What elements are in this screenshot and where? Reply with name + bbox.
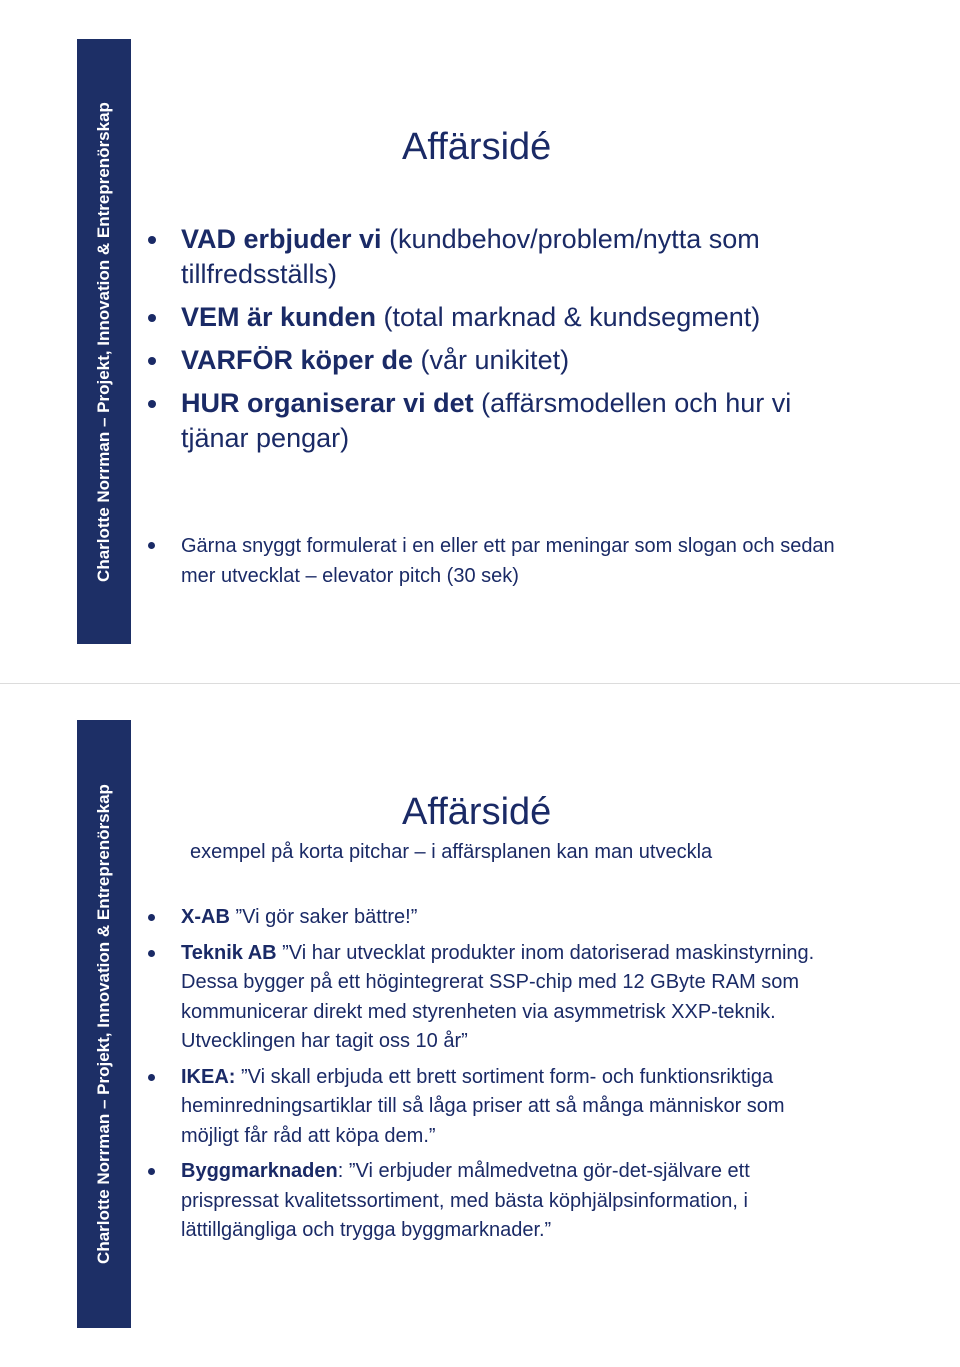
bullet-text: (total marknad & kundsegment) [376,302,761,332]
example-list [148,903,838,1252]
bullet-bold: IKEA: [181,1065,236,1088]
bullet-text: (affärsmodellen och hur vi tjänar pengar) [181,388,792,453]
note-text: Gärna snyggt formulerat i en eller ett par meningar som slogan och sedan mer utvecklat – elevator pitch (30 sek) [181,535,835,587]
bullet-text: (kundbehov/problem/nytta som tillfredsställs) [181,224,760,289]
bullet-bold: VAD erbjuder vi [181,224,382,254]
list-item [148,300,848,335]
note-list [148,531,848,591]
bullet-bold: VARFÖR köper de [181,345,414,375]
list-item [148,1063,838,1152]
list-item [148,222,848,292]
list-item [148,343,848,378]
bullet-text: : ”Vi erbjuder målmedvetna gör-det-självare ett prispressat kvalitetssortiment, med bästa köphjälpsinformation, i lättillgängliga och trygga byggmarknader.” [181,1160,750,1241]
bullet-bold: X-AB [181,906,230,928]
list-item [148,1157,838,1246]
bullet-icon [148,314,156,322]
slide-subtitle: exempel på korta pitchar – i affärsplanen kan man utveckla [190,841,713,863]
bullet-text: ”Vi skall erbjuda ett brett sortiment form- och funktionsriktiga heminredningsartiklar till så låga priser att så många människor som möjligt får råd att köpa dem.” [181,1065,785,1147]
slide-1 [0,0,960,683]
bullet-icon [148,950,155,957]
bullet-bold: VEM är kunden [181,302,377,332]
question-list [148,222,848,464]
slide-title: Affärsidé [402,126,552,168]
list-item [148,531,848,591]
bullet-text: (vår unikitet) [413,345,570,375]
sidebar-author-text: Charlotte Norrman – Projekt, Innovation & Entreprenörskap [94,784,113,1264]
bullet-icon [148,400,156,408]
bullet-icon [148,914,155,921]
bullet-icon [148,542,155,549]
bullet-icon [148,357,156,365]
bullet-icon [148,236,156,244]
slide-title: Affärsidé [402,791,552,833]
slide-2 [0,683,960,1367]
list-item [148,939,838,1057]
bullet-bold: Byggmarknaden [181,1160,338,1182]
bullet-text: ”Vi gör saker bättre!” [229,906,418,928]
bullet-icon [148,1074,155,1081]
sidebar-banner [77,720,131,1328]
list-item [148,903,838,933]
list-item [148,386,848,456]
bullet-bold: Teknik AB [181,941,277,964]
bullet-icon [148,1168,155,1175]
sidebar-author-text: Charlotte Norrman – Projekt, Innovation & Entreprenörskap [94,101,113,582]
sidebar-banner [77,39,131,644]
bullet-text: ”Vi har utvecklat produkter inom datoriserad maskinstyrning. Dessa bygger på ett högintegrerat SSP-chip med 12 GByte RAM som kommunicerar direkt med styrenheten via asymmetrisk XXP-teknik. Utvecklingen har tagit oss 10 år” [181,941,815,1052]
bullet-bold: HUR organiserar vi det [181,388,474,418]
